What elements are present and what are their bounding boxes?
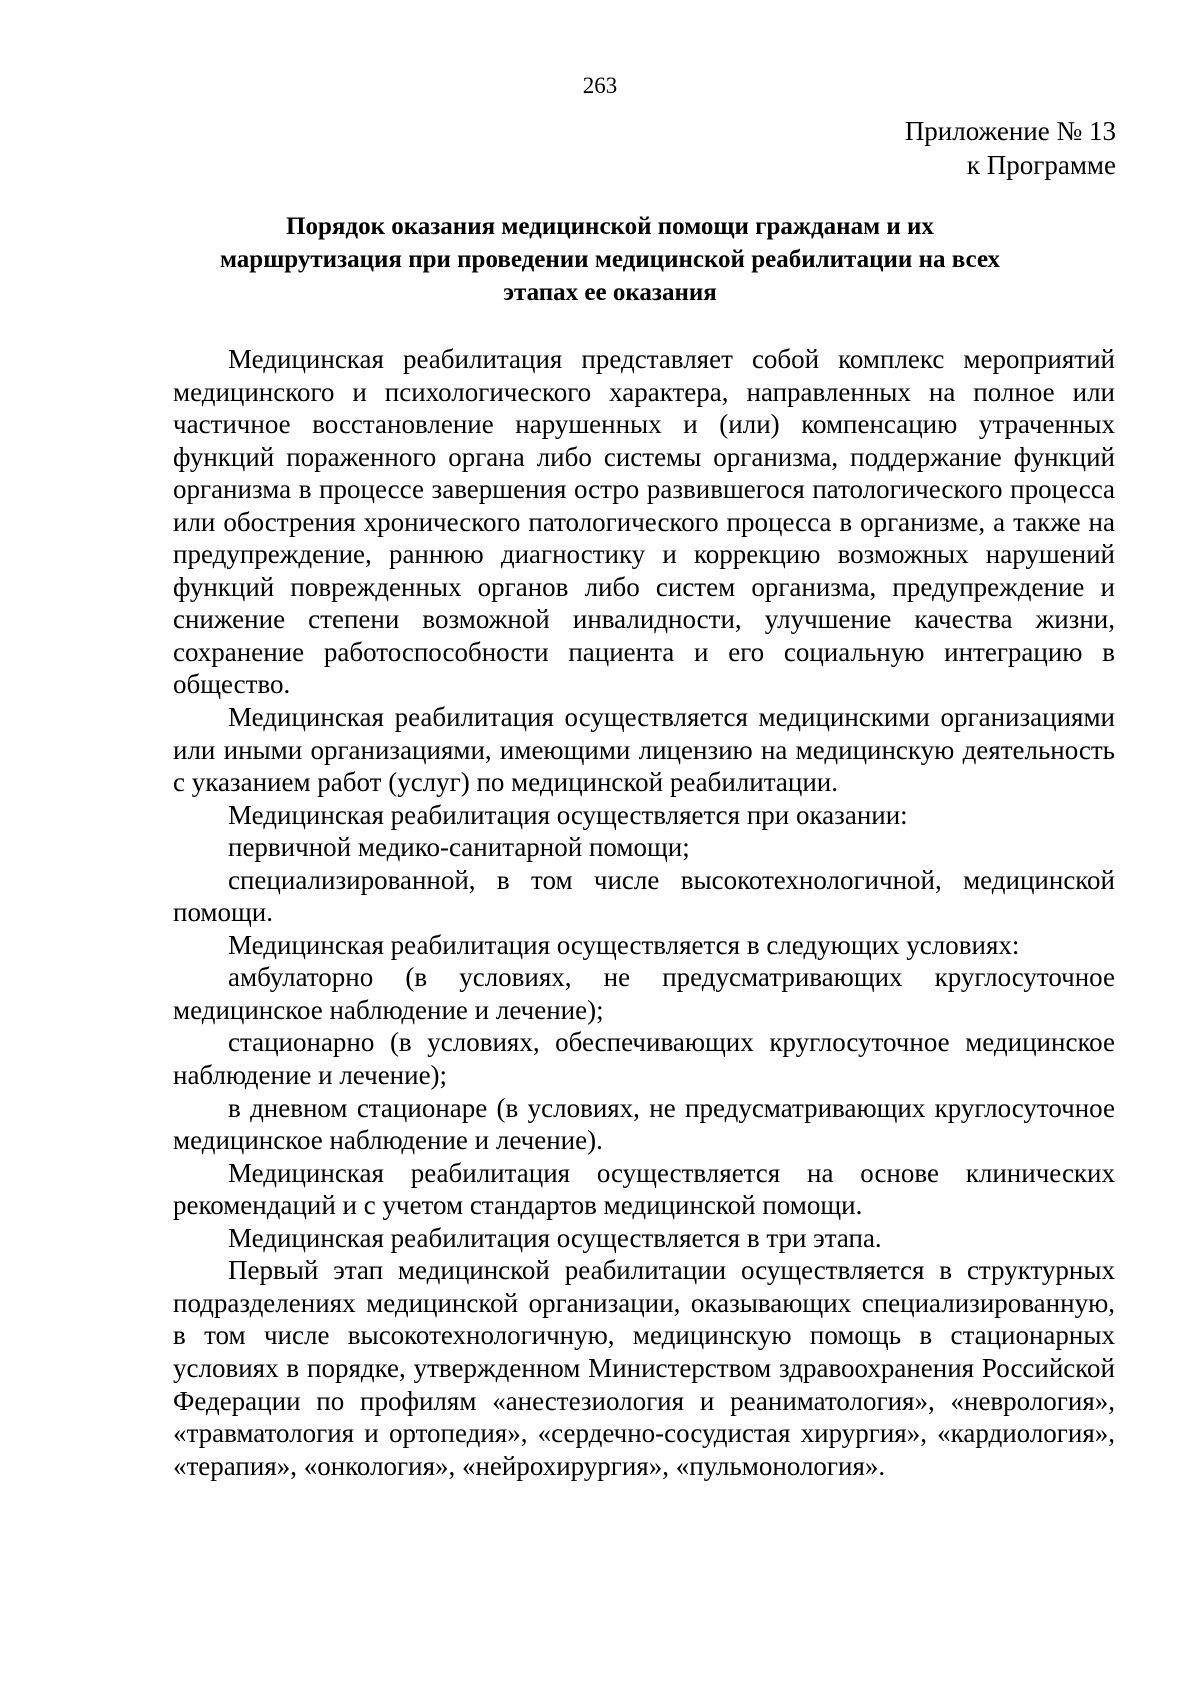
appendix-line-2: к Программе xyxy=(966,150,1116,180)
paragraph-three-stages: Медицинская реабилитация осуществляется в три этапа. xyxy=(228,1222,882,1253)
paragraph-first-stage: Первый этап медицинской реабилитации осуществляется в структурных подразделениях медицинской организации, оказывающих специализированную, в том числе высокотехнологичную, медицинскую помощь в стационарных условиях в порядке, утвержденном Министерством здравоохранения Российской Федерации по профилям «анестезиология и реаниматология», «неврология», «травматология и ортопедия», «сердечно-сосудистая хирургия», «кардиология», «терапия», «онкология», «нейрохирургия», «пульмонология». xyxy=(173,1255,1115,1481)
paragraph-rehab-providers: Медицинская реабилитация осуществляется медицинскими организациями или иными организациями, имеющими лицензию на медицинскую деятельность с указанием работ (услуг) по медицинской реабилитации. xyxy=(173,702,1115,798)
paragraph-rehab-conditions: Медицинская реабилитация осуществляется в следующих условиях: xyxy=(228,929,1020,960)
document-title-line-3: этапах ее оказания xyxy=(503,279,717,306)
list-item-inpatient: стационарно (в условиях, обеспечивающих круглосуточное медицинское наблюдение и лечение); xyxy=(173,1027,1115,1091)
page-number: 263 xyxy=(582,73,618,98)
list-item-specialized-care: специализированной, в том числе высокотехнологичной, медицинской помощи. xyxy=(173,864,1115,928)
document-body xyxy=(173,343,1115,1482)
document-title-line-1: Порядок оказания медицинской помощи гражданам и их xyxy=(286,213,934,240)
list-item-day-hospital: в дневном стационаре (в условиях, не предусматривающих круглосуточное медицинское наблюдение и лечение). xyxy=(173,1092,1115,1156)
document-title-line-2: маршрутизация при проведении медицинской реабилитации на всех xyxy=(219,246,1001,273)
appendix-header xyxy=(905,114,1116,182)
paragraph-rehab-provided-when: Медицинская реабилитация осуществляется при оказании: xyxy=(228,799,908,830)
list-item-outpatient: амбулаторно (в условиях, не предусматривающих круглосуточное медицинское наблюдение и лечение); xyxy=(173,962,1115,1025)
appendix-line-1: Приложение № 13 xyxy=(904,116,1116,146)
paragraph-clinical-guidelines: Медицинская реабилитация осуществляется на основе клинических рекомендаций и с учетом стандартов медицинской помощи. xyxy=(173,1157,1115,1221)
paragraph-rehab-definition: Медицинская реабилитация представляет собой комплекс мероприятий медицинского и психологического характера, направленных на полное или частичное восстановление нарушенных и (или) компенсацию утраченных функций пораженного органа либо системы организма, поддержание функций организма в процессе завершения остро развившегося патологического процесса или обострения хронического патологического процесса в организме, а также на предупреждение, раннюю диагностику и коррекцию возможных нарушений функций поврежденных органов либо систем организма, предупреждение и снижение степени возможной инвалидности, улучшение качества жизни, сохранение работоспособности пациента и его социальную интеграцию в общество. xyxy=(173,344,1115,700)
list-item-primary-care: первичной медико-санитарной помощи; xyxy=(228,832,690,863)
document-title xyxy=(170,210,1050,309)
